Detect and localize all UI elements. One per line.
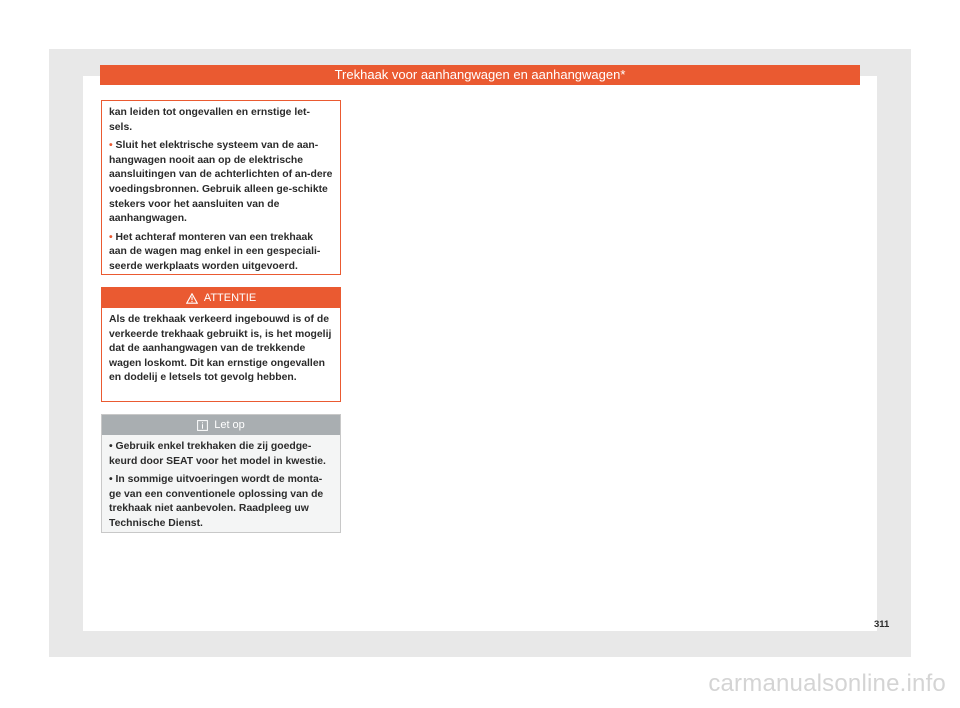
section-header: Trekhaak voor aanhangwagen en aanhangwagen* — [100, 65, 860, 85]
bullet-icon: • — [109, 231, 116, 243]
info-icon — [197, 420, 208, 431]
bullet-icon: • — [109, 140, 116, 152]
page-number: 311 — [874, 619, 890, 630]
note-title: Let op — [214, 419, 245, 431]
bullet-icon: • — [109, 474, 116, 486]
note-header — [102, 415, 340, 435]
attentie-title: ATTENTIE — [203, 292, 257, 304]
warning-triangle-icon — [186, 293, 198, 304]
watermark: carmanualsonline.info — [708, 670, 946, 697]
note-box — [101, 414, 341, 533]
note-bullet-1: • Gebruik enkel trekhaken die zij goedge-keurd door SEAT voor het model in kwestie. — [109, 441, 326, 467]
attentie-box — [101, 287, 341, 402]
bullet-icon: • — [109, 441, 116, 452]
note-bullet-2: • In sommige uitvoeringen wordt de monta-ge van een conventionele oplossing van de trekhaak niet aanbevolen. Raadpleeg uw Technische Dienst. — [109, 474, 324, 529]
warning-lead-text: kan leiden tot ongevallen en ernstige let-sels. — [109, 107, 310, 133]
warning-bullet-2: • Het achteraf monteren van een trekhaak aan de wagen mag enkel in een gespeciali-seerde werkplaats worden uitgevoerd. — [109, 231, 321, 272]
warning-continuation-box — [101, 100, 341, 275]
attentie-header — [102, 288, 340, 308]
attentie-text: Als de trekhaak verkeerd ingebouwd is of de verkeerde trekhaak gebruikt is, is het mogelij dat de aanhangwagen van de trekkende wagen loskomt. Dit kan ernstige ongevallen en dodelij e letsels tot gevolg hebben. — [109, 314, 332, 384]
warning-bullet-1: • Sluit het elektrische systeem van de aan-hangwagen nooit aan op de elektrische aansluitingen van de achterlichten of an-dere voedingsbronnen. Gebruik alleen ge-schikte stekers voor het aansluiten van de aanhangwagen. — [109, 140, 333, 225]
